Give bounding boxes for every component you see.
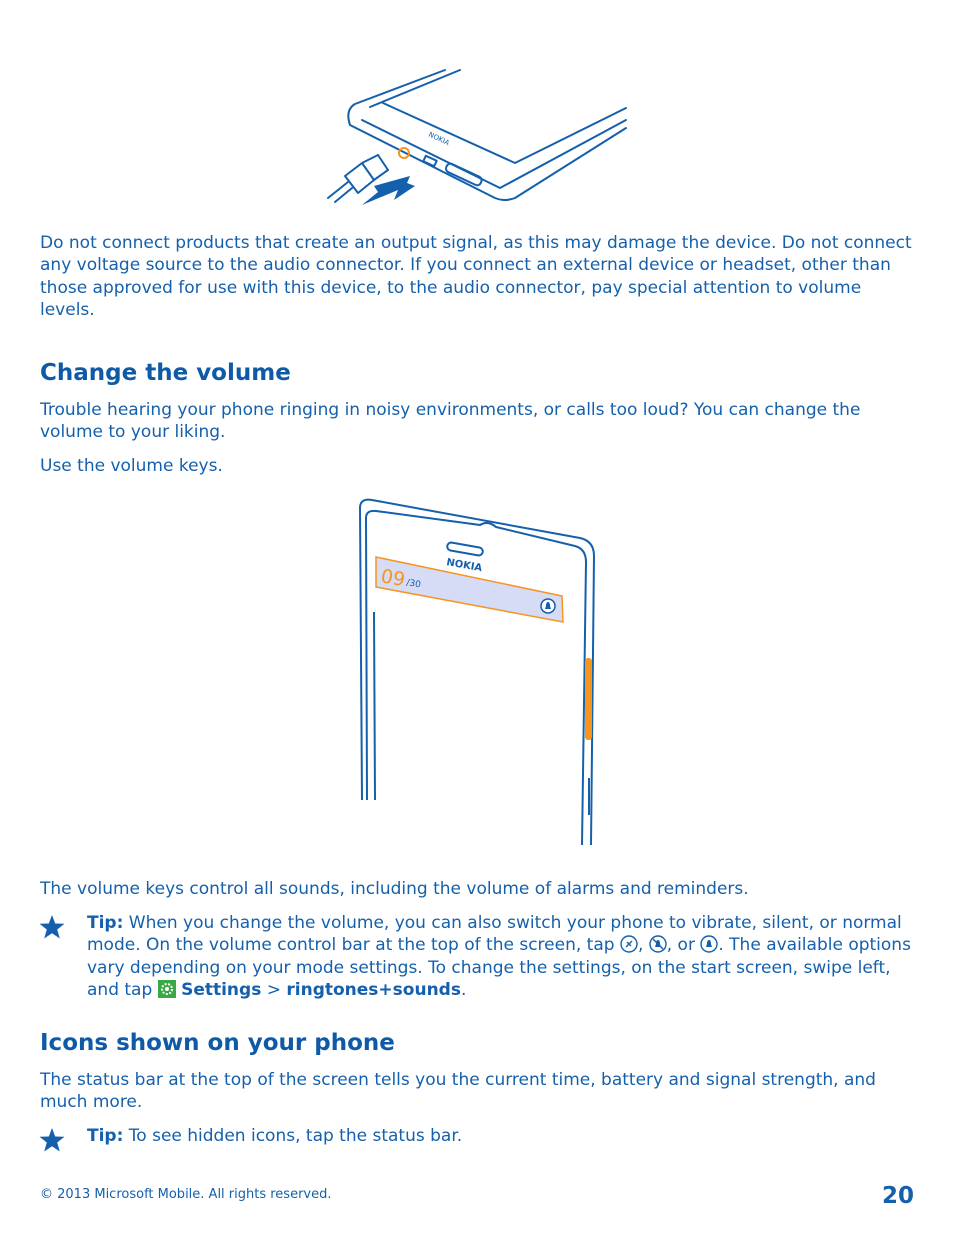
volume-key [585,658,592,740]
insert-arrow-icon [362,176,415,205]
settings-link-text: Settings [181,979,262,1000]
phone-volume-illustration [355,495,600,850]
notification-subtext: /30 [405,578,422,591]
normal-mode-icon [700,935,718,953]
silent-mode-icon [649,935,667,953]
star-icon [38,914,66,940]
copyright-text: © 2013 Microsoft Mobile. All rights reserved. [40,1187,332,1202]
icons-intro: The status bar at the top of the screen tells you the current time, battery and signal strength, and much more. [40,1070,876,1113]
tip-end: . [460,979,467,1000]
tip-volume-modes [87,912,921,1001]
tip-text: When you change the volume, you can also switch your phone to vibrate, silent, or normal mode. On the volume control bar at the top of the screen, tap [87,913,902,956]
volume-instruction: Use the volume keys. [40,456,223,476]
tip-label: Tip: [87,913,124,933]
heading-icons-shown: Icons shown on your phone [40,1030,395,1056]
page-number: 20 [881,1183,914,1209]
tip-separator: , or [666,935,701,956]
tip-separator: > [261,979,287,1000]
vibrate-mode-icon [620,935,638,953]
heading-change-volume: Change the volume [40,360,291,386]
tip-text: To see hidden icons, tap the status bar. [123,1126,463,1146]
star-icon [38,1127,66,1153]
tip-separator: , [637,935,649,956]
warning-paragraph: Do not connect products that create an output signal, as this may damage the device. Do not connect any voltage source to the audio connector. If you connect an external device or headset, other than those approved for use with this device, to the audio connector, pay special attention to volume levels. [40,233,912,320]
tip-hidden-icons [87,1125,921,1147]
brand-logo-text: NOKIA [427,130,451,148]
notification-time: 09 [379,565,407,592]
tip-text: . The available options vary depending on your mode settings. To change the settings, on the start screen, swipe left, and tap [87,935,911,1000]
volume-intro: Trouble hearing your phone ringing in noisy environments, or calls too loud? You can change the volume to your liking. [40,400,861,443]
tip-label: Tip: [87,1126,124,1146]
ringtones-sounds-text: ringtones+sounds [286,979,461,1000]
settings-gear-icon [158,980,176,998]
headset-connector-illustration [320,64,640,214]
volume-after-image: The volume keys control all sounds, including the volume of alarms and reminders. [40,879,749,899]
phone-brand-text: NOKIA [445,557,483,575]
